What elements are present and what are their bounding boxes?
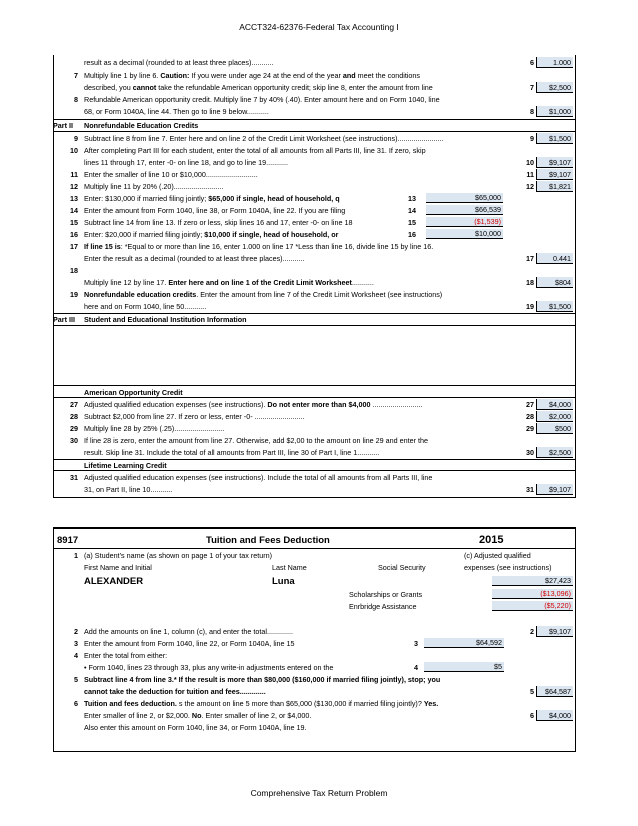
form-8917-title: Tuition and Fees Deduction: [206, 535, 330, 546]
line-8-box-number: 8: [530, 107, 534, 116]
line-19-number: 19: [70, 290, 78, 299]
form-8917-number: 8917: [57, 535, 79, 546]
part-3-title: Student and Educational Institution Information: [84, 315, 247, 324]
line-13-text: Enter: $130,000 if married filing jointly; $65,000 if single, head of household, q: [84, 194, 340, 203]
enbridge-label: Enrbridge Assistance: [349, 602, 417, 611]
line-18-text: Multiply line 12 by line 17. Enter here and on line 1 of the Credit Limit Worksheet...........: [84, 278, 374, 287]
col-last-name-header: Last Name: [272, 563, 307, 572]
f8917-line-2-value[interactable]: $9,107: [536, 626, 573, 637]
line-18-value[interactable]: $804: [536, 277, 573, 288]
f8917-line-6-number: 6: [74, 699, 78, 708]
line-27-value[interactable]: $4,000: [536, 399, 573, 410]
f8917-line-1-text: (a) Student’s name (as shown on page 1 of your tax return): [84, 551, 273, 560]
part-2-title: Nonrefundable Education Credits: [84, 121, 199, 130]
line-10-value[interactable]: $9,107: [536, 157, 573, 168]
line-14-number: 14: [70, 206, 78, 215]
line-31-text-cont: 31, on Part II, line 10...........: [84, 485, 173, 494]
line-8-text-cont: 68, or Form 1040A, line 44. Then go to line 9 below...........: [84, 107, 269, 116]
line-29-text: Multiply line 28 by 25% (.25).........................: [84, 424, 225, 433]
line-11-value[interactable]: $9,107: [536, 169, 573, 180]
line-7-text: Multiply line 1 by line 6. Caution: If you were under age 24 at the end of the year and meet the conditions: [84, 71, 421, 80]
line-27-box-number: 27: [526, 400, 534, 409]
aoc-title: American Opportunity Credit: [84, 388, 183, 397]
line-17-text: If line 15 is: *Equal to or more than line 16, enter 1.000 on line 17 *Less than line 16, divide line 15 by line 16.: [84, 242, 434, 251]
line-13-box-number: 13: [408, 194, 416, 203]
form-8863-section: [53, 55, 576, 498]
f8917-line-2-number: 2: [74, 627, 78, 636]
enbridge-value[interactable]: ($5,220): [492, 601, 573, 611]
line-12-number: 12: [70, 182, 78, 191]
line-19-value[interactable]: $1,500: [536, 301, 573, 312]
line-18-number: 18: [70, 266, 78, 275]
line-15-box-number: 15: [408, 218, 416, 227]
f8917-line-4-bullet: • Form 1040, lines 23 through 33, plus any write-in adjustments entered on the: [84, 663, 334, 672]
student-first-name[interactable]: ALEXANDER: [84, 576, 144, 587]
line-14-box-number: 14: [408, 206, 416, 215]
form-8917-section: [53, 527, 576, 752]
line-16-number: 16: [70, 230, 78, 239]
line-30-number: 30: [70, 436, 78, 445]
f8917-line-5-box-number: 5: [530, 687, 534, 696]
f8917-line-5-text-cont: cannot take the deduction for tuition and fees.............: [84, 687, 266, 696]
line-8-value[interactable]: $1,000: [536, 106, 573, 117]
student-expenses-value[interactable]: $27,423: [492, 576, 573, 586]
line-30-text-cont: result. Skip line 31. Include the total of all amounts from Part III, line 30 of Part I, line 1...........: [84, 448, 380, 457]
line-31-number: 31: [70, 473, 78, 482]
line-7-box-number: 7: [530, 83, 534, 92]
f8917-line-2-box-number: 2: [530, 627, 534, 636]
line-10-box-number: 10: [526, 158, 534, 167]
line-10-number: 10: [70, 146, 78, 155]
student-last-name[interactable]: Luna: [272, 576, 295, 587]
f8917-line-6-box-number: 6: [530, 711, 534, 720]
line-7-value[interactable]: $2,500: [536, 82, 573, 93]
col-first-name-header: First Name and Initial: [84, 563, 152, 572]
f8917-line-4-number: 4: [74, 651, 78, 660]
line-11-box-number: 11: [526, 170, 534, 179]
line-19-text: Nonrefundable education credits. Enter the amount from line 7 of the Credit Limit Worksheet (see instructions): [84, 290, 443, 299]
line-13-number: 13: [70, 194, 78, 203]
line-15-number: 15: [70, 218, 78, 227]
line-29-value[interactable]: $500: [536, 423, 573, 434]
line-17-box-number: 17: [526, 254, 534, 263]
line-28-value[interactable]: $2,000: [536, 411, 573, 422]
line-9-number: 9: [74, 134, 78, 143]
line-14-value[interactable]: $66,539: [426, 205, 503, 215]
line-17-value[interactable]: 0.441: [536, 253, 573, 264]
line-12-text: Multiply line 11 by 20% (.20).........................: [84, 182, 224, 191]
line-27-text: Adjusted qualified education expenses (see instructions). Do not enter more than $4,000 .........................: [84, 400, 423, 409]
scholarships-label: Scholarships or Grants: [349, 590, 423, 599]
f8917-line-6-value[interactable]: $4,000: [536, 710, 573, 721]
line-18-box-number: 18: [526, 278, 534, 287]
llc-title: Lifetime Learning Credit: [84, 461, 167, 470]
line-17-text-cont: Enter the result as a decimal (rounded to at least three places)...........: [84, 254, 305, 263]
part-2-label: Part II: [53, 121, 73, 130]
f8917-line-4-value[interactable]: $5: [424, 662, 504, 672]
f8917-line-4-box-number: 4: [414, 663, 418, 672]
col-expenses-header: expenses (see instructions): [464, 563, 552, 572]
line-14-text: Enter the amount from Form 1040, line 38, or Form 1040A, line 22. If you are filing: [84, 206, 346, 215]
line-7-text-cont: described, you cannot take the refundable American opportunity credit; skip line 8, enter the amount from line: [84, 83, 433, 92]
line-30-box-number: 30: [526, 448, 534, 457]
part-3-label: Part III: [53, 315, 75, 324]
line-15-value[interactable]: ($1,539): [426, 217, 503, 227]
line-6-value[interactable]: 1.000: [536, 57, 573, 68]
line-27-number: 27: [70, 400, 78, 409]
line-29-number: 29: [70, 424, 78, 433]
line-8-number: 8: [74, 95, 78, 104]
line-31-box-number: 31: [526, 485, 534, 494]
line-16-box-number: 16: [408, 230, 416, 239]
line-11-number: 11: [70, 170, 78, 179]
line-28-number: 28: [70, 412, 78, 421]
page-header: ACCT324-62376-Federal Tax Accounting I: [239, 22, 399, 32]
form-8917-year: 2015: [479, 534, 504, 546]
f8917-line-6-text: Tuition and fees deduction. s the amount on line 5 more than $65,000 ($130,000 if married filing jointly)? Yes.: [84, 699, 439, 708]
f8917-line-5-value[interactable]: $64,587: [536, 686, 573, 697]
line-8-text: Refundable American opportunity credit. Multiply line 7 by 40% (.40). Enter amount here and on Form 1040, line: [84, 95, 440, 104]
col-ssn-header: Social Security: [378, 563, 426, 572]
line-30-value[interactable]: $2,500: [536, 447, 573, 458]
line-9-text: Subtract line 8 from line 7. Enter here and on line 2 of the Credit Limit Worksheet (see instructions).......................: [84, 134, 444, 143]
line-28-text: Subtract $2,000 from line 27. If zero or less, enter -0- .........................: [84, 412, 305, 421]
f8917-line-2-text: Add the amounts on line 1, column (c), and enter the total.............: [84, 627, 293, 636]
line-19-box-number: 19: [526, 302, 534, 311]
line-6-number: 6: [530, 58, 534, 67]
line-9-box-number: 9: [530, 134, 534, 143]
f8917-line-3-number: 3: [74, 639, 78, 648]
f8917-line-3-value[interactable]: $64,592: [424, 638, 504, 648]
line-31-value[interactable]: $9,107: [536, 484, 573, 495]
scholarships-value[interactable]: ($13,096): [492, 589, 573, 599]
line-28-box-number: 28: [526, 412, 534, 421]
line-9-value[interactable]: $1,500: [536, 133, 573, 144]
line-12-value[interactable]: $1,821: [536, 181, 573, 192]
line-16-value[interactable]: $10,000: [426, 229, 503, 239]
line-29-box-number: 29: [526, 424, 534, 433]
f8917-line-5-text: Subtract line 4 from line 3.* If the result is more than $80,000 ($160,000 if married filing jointly), stop; you: [84, 675, 441, 684]
f8917-line-3-box-number: 3: [414, 639, 418, 648]
f8917-line-6-text-cont: Enter smaller of line 2, or $2,000. No. Enter smaller of line 2, or $4,000.: [84, 711, 312, 720]
f8917-line-5-number: 5: [74, 675, 78, 684]
line-10-text: After completing Part III for each student, enter the total of all amounts from all Parts III, line 31. If zero, skip: [84, 146, 426, 155]
line-16-text: Enter: $20,000 if married filing jointly; $10,000 if single, head of household, or: [84, 230, 339, 239]
line-19-text-cont: here and on Form 1040, line 50...........: [84, 302, 207, 311]
page-footer: Comprehensive Tax Return Problem: [250, 788, 388, 798]
f8917-line-3-text: Enter the amount from Form 1040, line 22, or Form 1040A, line 15: [84, 639, 295, 648]
line-7-number: 7: [74, 71, 78, 80]
f8917-line-1-number: 1: [74, 551, 78, 560]
line-12-box-number: 12: [526, 182, 534, 191]
line-31-text: Adjusted qualified education expenses (see instructions). Include the total of all amounts from all Parts III, line: [84, 473, 433, 482]
line-15-text: Subtract line 14 from line 13. If zero or less, skip lines 16 and 17, enter -0- on line 18: [84, 218, 353, 227]
line-10-text-cont: lines 11 through 17, enter -0- on line 18, and go to line 19...........: [84, 158, 289, 167]
line-11-text: Enter the smaller of line 10 or $10,000..........................: [84, 170, 258, 179]
f8917-line-4-text: Enter the total from either:: [84, 651, 168, 660]
f8917-col-c-header: (c) Adjusted qualified: [464, 551, 531, 560]
line-30-text: If line 28 is zero, enter the amount from line 27. Otherwise, add $2,00 to the amount on line 29 and enter the: [84, 436, 429, 445]
line-17-number: 17: [70, 242, 78, 251]
line-6-text: result as a decimal (rounded to at least three places)...........: [84, 58, 274, 67]
line-13-value[interactable]: $65,000: [426, 193, 503, 203]
f8917-line-6-note: Also enter this amount on Form 1040, line 34, or Form 1040A, line 19.: [84, 723, 307, 732]
